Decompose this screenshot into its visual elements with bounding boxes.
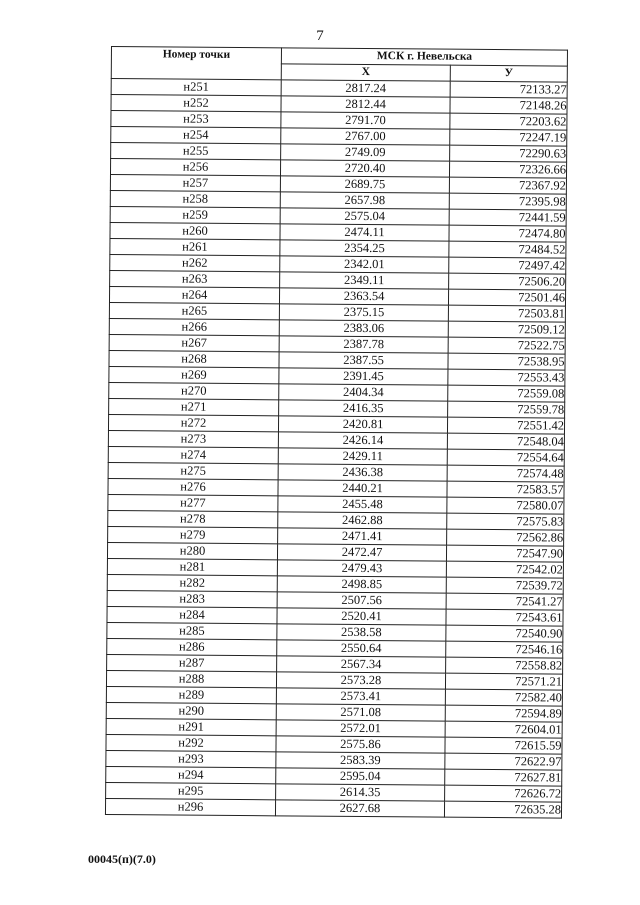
y-coordinate-cell: 72522.75	[448, 337, 565, 354]
x-coordinate-cell: 2791.70	[281, 112, 450, 129]
point-number-cell: н251	[111, 79, 281, 96]
table-row	[105, 798, 561, 818]
y-coordinate-cell: 72290.63	[450, 145, 567, 162]
point-number-cell: н263	[110, 270, 280, 287]
point-number-cell: н281	[107, 558, 277, 575]
y-coordinate-cell: 72203.62	[450, 113, 567, 130]
x-coordinate-cell: 2404.34	[279, 384, 448, 401]
y-coordinate-cell: 72582.40	[445, 689, 562, 706]
point-number-cell: н261	[110, 238, 280, 255]
point-number-cell: н272	[108, 414, 278, 431]
coordinate-system-header: МСК г. Невельска	[281, 48, 567, 66]
point-number-cell: н271	[109, 398, 279, 415]
point-number-cell: н270	[109, 382, 279, 399]
point-number-cell: н279	[108, 526, 278, 543]
point-number-cell: н273	[108, 430, 278, 447]
x-coordinate-cell: 2575.86	[276, 736, 445, 753]
point-number-cell: н291	[106, 718, 276, 735]
x-coordinate-cell: 2429.11	[278, 448, 447, 465]
x-coordinate-cell: 2363.54	[279, 288, 448, 305]
page-number: 7	[316, 28, 324, 44]
point-number-cell: н283	[107, 590, 277, 607]
y-coordinate-cell: 72540.90	[446, 625, 563, 642]
x-coordinate-cell: 2472.47	[277, 544, 446, 561]
y-coordinate-cell: 72575.83	[447, 513, 564, 530]
point-number-cell: н288	[106, 670, 276, 687]
y-coordinate-cell: 72558.82	[446, 657, 563, 674]
point-number-cell: н282	[107, 574, 277, 591]
y-coordinate-cell: 72551.42	[447, 417, 564, 434]
y-coordinate-cell: 72484.52	[449, 241, 566, 258]
point-number-cell: н286	[107, 638, 277, 655]
y-coordinate-cell: 72541.27	[446, 593, 563, 610]
y-coordinate-cell: 72580.07	[447, 497, 564, 514]
y-column-header: У	[450, 65, 567, 82]
y-coordinate-cell: 72622.97	[445, 753, 562, 770]
x-coordinate-cell: 2349.11	[280, 272, 449, 289]
x-coordinate-cell: 2583.39	[276, 752, 445, 769]
y-coordinate-cell: 72574.48	[447, 465, 564, 482]
x-coordinate-cell: 2720.40	[280, 160, 449, 177]
x-coordinate-cell: 2387.78	[279, 336, 448, 353]
point-number-cell: н260	[110, 222, 280, 239]
point-number-cell: н295	[106, 782, 276, 799]
y-coordinate-cell: 72542.02	[446, 561, 563, 578]
x-coordinate-cell: 2440.21	[278, 480, 447, 497]
point-number-cell: н277	[108, 494, 278, 511]
x-coordinate-cell: 2614.35	[276, 784, 445, 801]
x-coordinate-cell: 2479.43	[277, 560, 446, 577]
x-coordinate-cell: 2657.98	[280, 192, 449, 209]
x-coordinate-cell: 2498.85	[277, 576, 446, 593]
point-number-cell: н269	[109, 366, 279, 383]
x-coordinate-cell: 2538.58	[277, 624, 446, 641]
point-number-cell: н267	[109, 334, 279, 351]
coordinates-table-container	[105, 46, 567, 819]
point-number-cell: н278	[108, 510, 278, 527]
x-coordinate-cell: 2573.41	[276, 688, 445, 705]
x-coordinate-cell: 2572.01	[276, 720, 445, 737]
y-coordinate-cell: 72559.78	[448, 401, 565, 418]
point-number-cell: н276	[108, 478, 278, 495]
x-coordinate-cell: 2749.09	[281, 144, 450, 161]
point-number-cell: н285	[107, 622, 277, 639]
y-coordinate-cell: 72539.72	[446, 577, 563, 594]
x-coordinate-cell: 2507.56	[277, 592, 446, 609]
point-number-cell: н289	[106, 686, 276, 703]
y-coordinate-cell: 72133.27	[450, 81, 567, 98]
point-number-cell: н287	[107, 654, 277, 671]
point-number-cell: н257	[110, 174, 280, 191]
point-number-cell: н255	[111, 143, 281, 160]
y-coordinate-cell: 72367.92	[449, 177, 566, 194]
x-coordinate-cell: 2474.11	[280, 224, 449, 241]
x-coordinate-cell: 2550.64	[277, 640, 446, 657]
x-coordinate-cell: 2817.24	[281, 80, 450, 97]
x-coordinate-cell: 2354.25	[280, 240, 449, 257]
y-coordinate-cell: 72571.21	[445, 673, 562, 690]
point-number-cell: н274	[108, 446, 278, 463]
x-column-header: Х	[281, 64, 450, 81]
coordinates-table	[105, 46, 568, 819]
x-coordinate-cell: 2383.06	[279, 320, 448, 337]
x-coordinate-cell: 2627.68	[275, 800, 444, 817]
x-coordinate-cell: 2595.04	[276, 768, 445, 785]
x-coordinate-cell: 2573.28	[276, 672, 445, 689]
x-coordinate-cell: 2375.15	[279, 304, 448, 321]
point-number-cell: н256	[110, 159, 280, 176]
y-coordinate-cell: 72503.81	[448, 305, 565, 322]
point-number-cell: н296	[105, 798, 275, 815]
y-coordinate-cell: 72559.08	[448, 385, 565, 402]
x-coordinate-cell: 2391.45	[279, 368, 448, 385]
x-coordinate-cell: 2462.88	[278, 512, 447, 529]
point-number-cell: н252	[111, 95, 281, 112]
y-coordinate-cell: 72562.86	[447, 529, 564, 546]
point-number-cell: н259	[110, 206, 280, 223]
table-body	[105, 79, 567, 819]
y-coordinate-cell: 72247.19	[450, 129, 567, 146]
x-coordinate-cell: 2455.48	[278, 496, 447, 513]
point-number-cell: н264	[109, 286, 279, 303]
y-coordinate-cell: 72627.81	[445, 769, 562, 786]
x-coordinate-cell: 2812.44	[281, 96, 450, 113]
y-coordinate-cell: 72509.12	[448, 321, 565, 338]
point-number-cell: н275	[108, 462, 278, 479]
y-coordinate-cell: 72554.64	[447, 449, 564, 466]
x-coordinate-cell: 2575.04	[280, 208, 449, 225]
point-number-cell: н284	[107, 606, 277, 623]
x-coordinate-cell: 2767.00	[281, 128, 450, 145]
y-coordinate-cell: 72546.16	[446, 641, 563, 658]
y-coordinate-cell: 72474.80	[449, 225, 566, 242]
point-number-cell: н265	[109, 302, 279, 319]
y-coordinate-cell: 72326.66	[449, 161, 566, 178]
y-coordinate-cell: 72626.72	[445, 785, 562, 802]
point-number-cell: н253	[111, 111, 281, 128]
y-coordinate-cell: 72635.28	[444, 801, 561, 818]
y-coordinate-cell: 72543.61	[446, 609, 563, 626]
document-code: 00045(п)(7.0)	[88, 852, 156, 866]
table-header-row	[111, 47, 567, 67]
x-coordinate-cell: 2420.81	[278, 416, 447, 433]
y-coordinate-cell: 72506.20	[449, 273, 566, 290]
y-coordinate-cell: 72395.98	[449, 193, 566, 210]
y-coordinate-cell: 72497.42	[449, 257, 566, 274]
point-number-cell: н290	[106, 702, 276, 719]
point-number-cell: н258	[110, 190, 280, 207]
x-coordinate-cell: 2387.55	[279, 352, 448, 369]
x-coordinate-cell: 2342.01	[280, 256, 449, 273]
y-coordinate-cell: 72553.43	[448, 369, 565, 386]
y-coordinate-cell: 72548.04	[447, 433, 564, 450]
y-coordinate-cell: 72594.89	[445, 705, 562, 722]
point-number-cell: н268	[109, 350, 279, 367]
y-coordinate-cell: 72441.59	[449, 209, 566, 226]
y-coordinate-cell: 72547.90	[446, 545, 563, 562]
x-coordinate-cell: 2471.41	[278, 528, 447, 545]
x-coordinate-cell: 2436.38	[278, 464, 447, 481]
point-number-cell: н293	[106, 750, 276, 767]
y-coordinate-cell: 72148.26	[450, 97, 567, 114]
point-number-cell: н294	[106, 766, 276, 783]
y-coordinate-cell: 72615.59	[445, 737, 562, 754]
x-coordinate-cell: 2689.75	[280, 176, 449, 193]
y-coordinate-cell: 72583.57	[447, 481, 564, 498]
point-number-cell: н266	[109, 318, 279, 335]
x-coordinate-cell: 2520.41	[277, 608, 446, 625]
point-number-cell: н280	[107, 542, 277, 559]
point-number-cell: н292	[106, 734, 276, 751]
y-coordinate-cell: 72538.95	[448, 353, 565, 370]
x-coordinate-cell: 2416.35	[279, 400, 448, 417]
point-number-cell: н262	[110, 254, 280, 271]
x-coordinate-cell: 2571.08	[276, 704, 445, 721]
point-number-header: Номер точки	[111, 47, 281, 80]
point-number-cell: н254	[111, 127, 281, 144]
y-coordinate-cell: 72501.46	[448, 289, 565, 306]
y-coordinate-cell: 72604.01	[445, 721, 562, 738]
x-coordinate-cell: 2426.14	[278, 432, 447, 449]
x-coordinate-cell: 2567.34	[277, 656, 446, 673]
